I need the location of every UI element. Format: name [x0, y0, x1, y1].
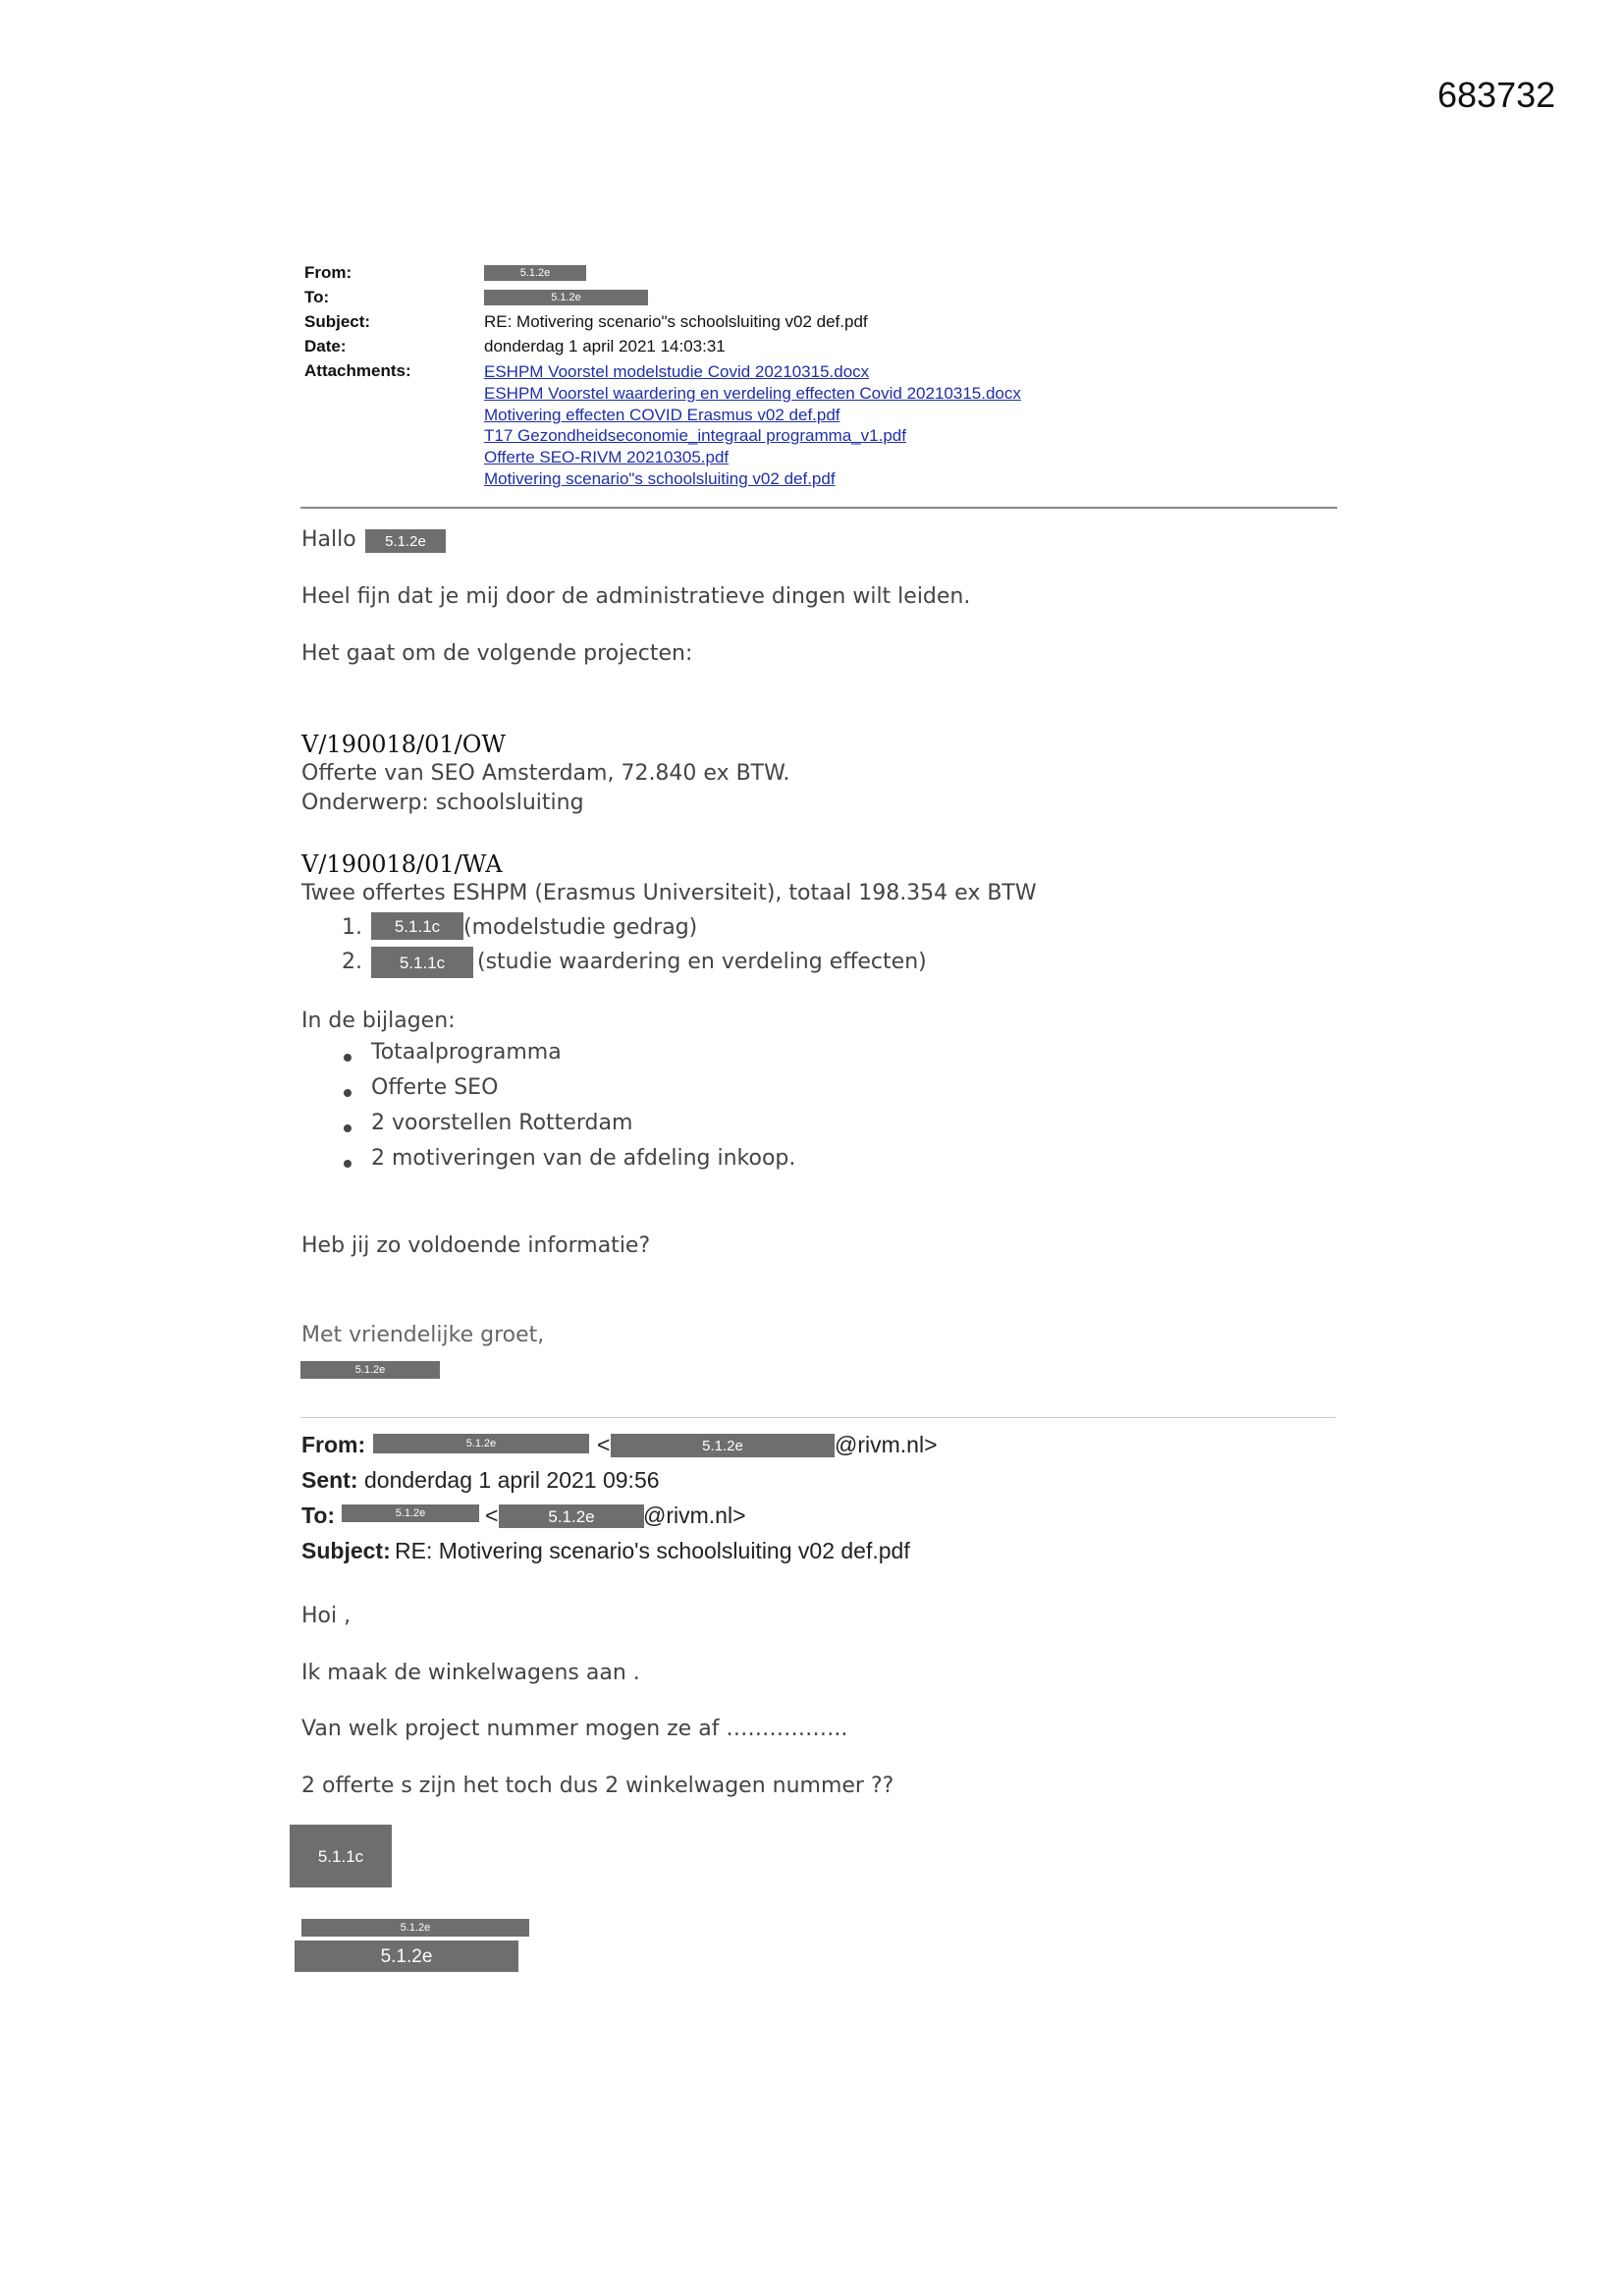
attachment-link-2[interactable]: ESHPM Voorstel waardering en verdeling effecten Covid 20210315.docx [484, 384, 1021, 403]
date-value: donderdag 1 april 2021 14:03:31 [484, 337, 726, 355]
project-1-code: V/190018/01/OW [301, 731, 507, 758]
m2-greeting: Hoi , [301, 1604, 352, 1628]
redaction-m2-to-email: 5.1.2e [499, 1504, 644, 1528]
bijlagen-intro: In de bijlagen: [301, 1009, 456, 1033]
attachment-link-4[interactable]: T17 Gezondheidseconomie_integraal programma_v1.pdf [484, 426, 906, 445]
paragraph-2: Het gaat om de volgende projecten: [301, 641, 693, 666]
redaction-greeting-name: 5.1.2e [365, 529, 446, 553]
redaction-from: 5.1.2e [484, 265, 586, 281]
m2-paragraph-3: 2 offerte s zijn het toch dus 2 winkelwagen nummer ?? [301, 1774, 894, 1798]
attachments-label: Attachments: [304, 361, 411, 380]
from-label: From: [304, 263, 352, 282]
m2-subject-label: Subject: [301, 1538, 391, 1563]
redaction-item-1: 5.1.1c [371, 912, 463, 940]
greeting: Hallo [301, 527, 356, 552]
question: Heb jij zo voldoende informatie? [301, 1233, 651, 1258]
m2-subject-value: RE: Motivering scenario's schoolsluiting v02 def.pdf [395, 1538, 910, 1563]
m2-from-lt: < [597, 1432, 611, 1457]
bullet-icon [344, 1124, 352, 1132]
bullet-icon [344, 1160, 352, 1168]
project-2-line-1: Twee offertes ESHPM (Erasmus Universiteit), totaal 198.354 ex BTW [301, 881, 1037, 905]
item-2-text: (studie waardering en verdeling effecten) [477, 950, 927, 974]
attachment-link-1[interactable]: ESHPM Voorstel modelstudie Covid 20210315.docx [484, 362, 870, 381]
item-1-number: 1. [342, 915, 362, 940]
redaction-signature: 5.1.2e [300, 1361, 440, 1379]
attachment-link-6[interactable]: Motivering scenario"s schoolsluiting v02 def.pdf [484, 469, 836, 488]
redaction-m2-from-email: 5.1.2e [611, 1434, 835, 1457]
project-1-line-1: Offerte van SEO Amsterdam, 72.840 ex BTW. [301, 761, 790, 786]
m2-from-email-suffix: @rivm.nl> [835, 1432, 938, 1457]
bijlage-2: Offerte SEO [371, 1075, 499, 1100]
project-2-code: V/190018/01/WA [301, 850, 503, 878]
m2-sent-value: donderdag 1 april 2021 09:56 [364, 1467, 660, 1493]
redaction-item-2: 5.1.1c [371, 947, 473, 978]
bijlage-4: 2 motiveringen van de afdeling inkoop. [371, 1146, 796, 1171]
redaction-m2-from-name: 5.1.2e [373, 1434, 589, 1453]
paragraph-1: Heel fijn dat je mij door de administratieve dingen wilt leiden. [301, 584, 971, 609]
bijlage-1: Totaalprogramma [371, 1040, 562, 1065]
to-label: To: [304, 288, 330, 306]
bullet-icon [344, 1089, 352, 1097]
redaction-to: 5.1.2e [484, 290, 648, 305]
m2-sent-label: Sent: [301, 1467, 358, 1493]
date-label: Date: [304, 337, 347, 355]
m2-to-lt: < [485, 1503, 499, 1528]
m2-paragraph-1: Ik maak de winkelwagens aan . [301, 1661, 640, 1685]
m2-from-label: From: [301, 1432, 366, 1457]
m2-paragraph-2: Van welk project nummer mogen ze af …………….. [301, 1717, 848, 1741]
project-1-line-2: Onderwerp: schoolsluiting [301, 791, 584, 815]
document-number: 683732 [1437, 75, 1556, 115]
subject-value: RE: Motivering scenario"s schoolsluiting v02 def.pdf [484, 312, 868, 331]
bullet-icon [344, 1054, 352, 1062]
redaction-signature-image: 5.1.1c [290, 1825, 392, 1887]
attachment-link-3[interactable]: Motivering effecten COVID Erasmus v02 def.pdf [484, 406, 840, 424]
message-divider [300, 1417, 1335, 1418]
item-2-number: 2. [342, 950, 362, 974]
item-1-text: (modelstudie gedrag) [463, 915, 698, 940]
redaction-m2-to-name: 5.1.2e [342, 1504, 479, 1522]
m2-to-email-suffix: @rivm.nl> [643, 1503, 746, 1528]
redaction-m2-sender-title: 5.1.2e [295, 1941, 518, 1972]
bijlage-3: 2 voorstellen Rotterdam [371, 1111, 633, 1135]
m2-to-label: To: [301, 1503, 336, 1528]
redaction-m2-sender-name: 5.1.2e [301, 1919, 529, 1937]
attachment-link-5[interactable]: Offerte SEO-RIVM 20210305.pdf [484, 448, 730, 466]
closing: Met vriendelijke groet, [301, 1323, 545, 1347]
header-divider [300, 507, 1337, 509]
subject-label: Subject: [304, 312, 371, 331]
